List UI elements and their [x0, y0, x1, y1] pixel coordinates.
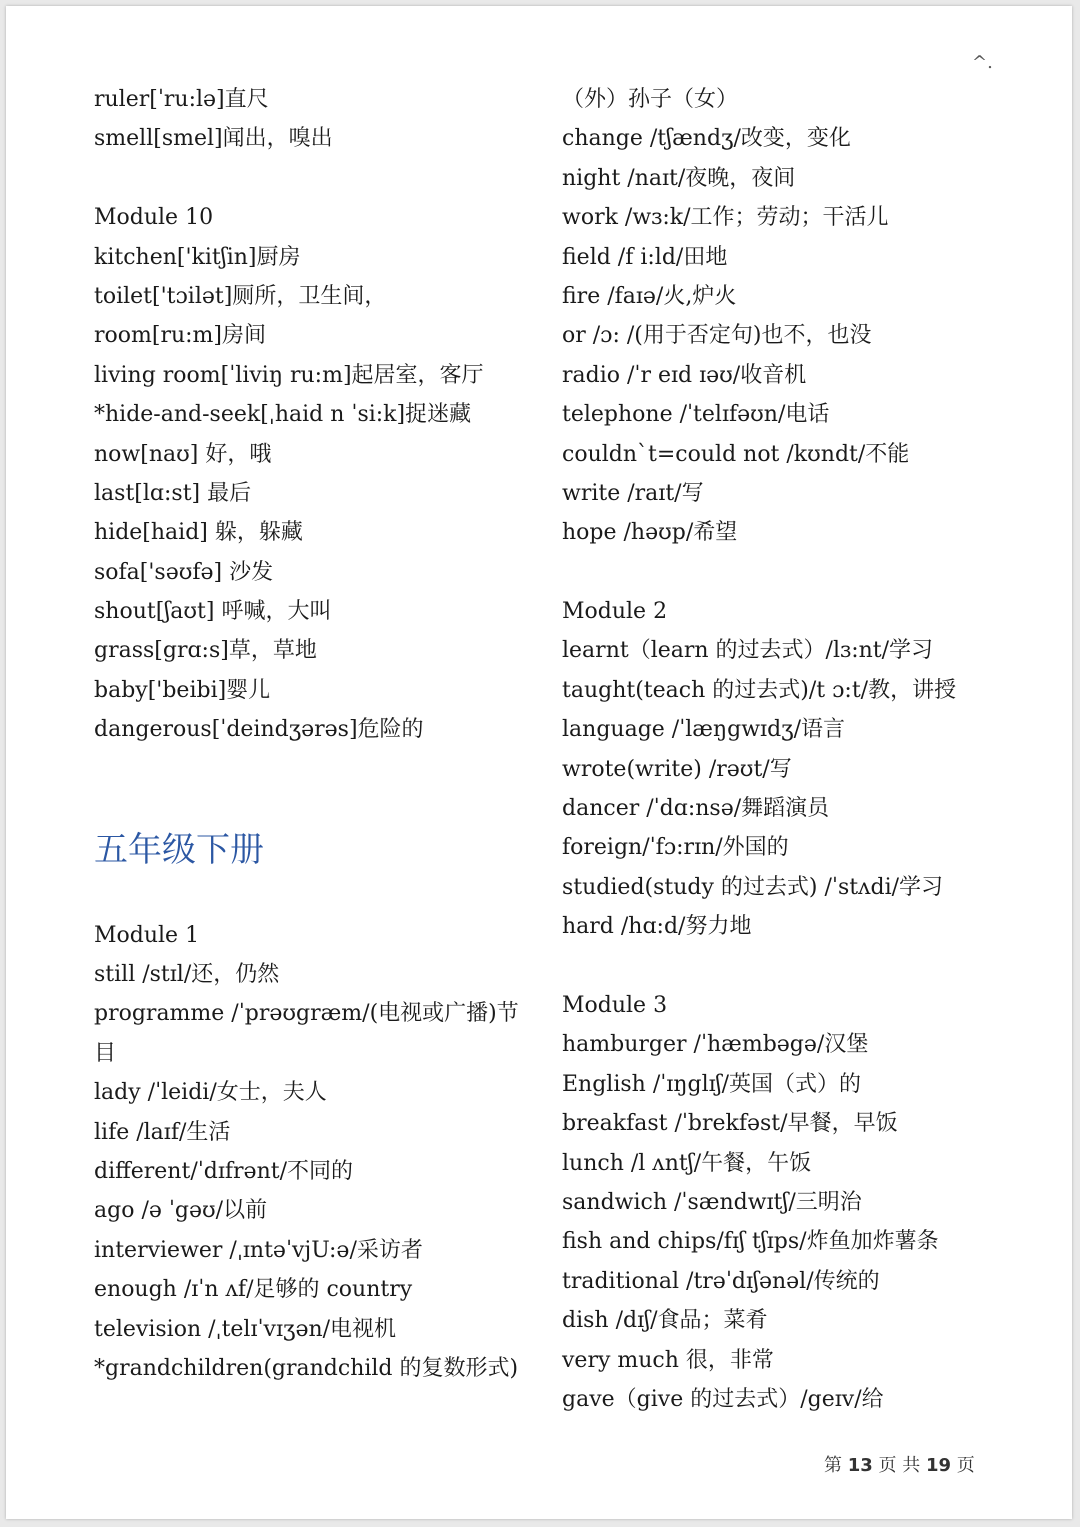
vocab-entry: television /ˌtelɪˈvɪʒən/电视机	[94, 1316, 397, 1342]
vocab-entry: toilet['tɔilət]厕所，卫生间，	[94, 283, 387, 309]
vocab-entry: language /ˈlæŋgwɪdʒ/语言	[562, 717, 845, 743]
module-heading: Module 10	[94, 205, 214, 231]
vocab-entry: taught(teach 的过去式)/t ɔ:t/教，讲授	[562, 677, 957, 703]
vocab-entry: night /naɪt/夜晚，夜间	[562, 165, 796, 191]
vocab-entry: *grandchildren(grandchild 的复数形式)	[94, 1355, 519, 1381]
vocab-entry: living room[ˈliviŋ ru:m]起居室，客厅	[94, 362, 484, 388]
vocab-entry: hide[haid] 躲，躲藏	[94, 520, 303, 546]
left-column	[94, 80, 534, 1388]
vocab-entry: field /f i:ld/田地	[562, 244, 728, 270]
vocab-entry: ruler[ˈru:lə]直尺	[94, 87, 269, 112]
vocab-entry: or /ɔ: /(用于否定句)也不，也没	[562, 323, 872, 349]
vocab-entry: couldn`t=could not /kʊndt/不能	[562, 441, 910, 467]
vocab-entry: dish /dɪʃ/食品；菜肴	[562, 1308, 768, 1334]
vocab-entry: breakfast /ˈbrekfəst/早餐，早饭	[562, 1111, 898, 1137]
module-heading: Module 3	[562, 992, 668, 1018]
vocab-entry: hamburger /ˈhæmbəgə/汉堡	[562, 1032, 869, 1058]
vocab-entry: baby['beibi]婴儿	[94, 677, 271, 703]
page-mid: 页 共	[878, 1455, 921, 1476]
corner-mark: ^.	[972, 52, 993, 73]
vocab-entry: still /stɪl/还，仍然	[94, 962, 280, 988]
blank-line	[562, 553, 1002, 592]
vocab-entry: write /raɪt/写	[562, 480, 704, 506]
vocab-entry: ago /ə ˈgəʊ/以前	[94, 1198, 268, 1224]
module1-word-list	[94, 955, 534, 1388]
vocab-entry: life /laɪf/生活	[94, 1119, 231, 1145]
vocab-entry: very much 很，非常	[562, 1347, 774, 1373]
vocab-entry: hard /hɑ:d/努力地	[562, 914, 752, 940]
right-column	[562, 80, 1002, 1419]
vocab-entry: programme /ˈprəʊgræm/(电视或广播)节目	[94, 1001, 519, 1066]
module-heading: Module 2	[562, 599, 668, 625]
vocab-entry: smell[smel]闻出，嗅出	[94, 126, 333, 152]
page-current: 13	[847, 1455, 873, 1476]
vocab-entry: English /ˈɪŋglɪʃ/英国（式）的	[562, 1071, 862, 1097]
vocab-entry: foreign/ˈfɔ:rɪn/外国的	[562, 835, 789, 861]
vocab-entry: sandwich /ˈsændwɪtʃ/三明治	[562, 1189, 862, 1215]
vocab-entry: dancer /ˈdɑ:nsə/舞蹈演员	[562, 796, 830, 822]
vocab-entry: work /wɜ:k/工作；劳动；干活儿	[562, 205, 889, 231]
module10-word-list	[94, 238, 534, 750]
vocab-entry: gave（give 的过去式）/geɪv/给	[562, 1386, 884, 1412]
vocab-entry: fish and chips/fɪʃ tʃɪps/炸鱼加炸薯条	[562, 1229, 939, 1255]
vocab-entry: now[naʊ] 好，哦	[94, 441, 272, 467]
section-title: 五年级下册	[94, 829, 264, 870]
document-page	[6, 6, 1072, 1519]
vocab-entry: wrote(write) /rəʊt/写	[562, 756, 792, 782]
page-suffix: 页	[956, 1455, 975, 1476]
right-top-list	[562, 80, 1002, 553]
vocab-entry: sofa['səʊfə] 沙发	[94, 559, 274, 585]
module-heading: Module 1	[94, 922, 200, 948]
vocab-entry: lady /ˈleidi/女士，夫人	[94, 1080, 327, 1106]
module2-word-list	[562, 631, 1002, 946]
blank-line	[562, 947, 1002, 986]
page-footer	[824, 1451, 975, 1477]
vocab-entry: *hide-and-seek[ˌhaid n ˈsi:k]捉迷藏	[94, 402, 472, 428]
vocab-entry: radio /ˈr eɪd ɪəʊ/收音机	[562, 362, 807, 388]
vocab-entry: enough /ɪˈn ʌf/足够的 country	[94, 1277, 413, 1303]
vocab-entry: fire /faɪə/火,炉火	[562, 283, 737, 309]
module3-word-list	[562, 1025, 1002, 1419]
vocab-entry: hope /həʊp/希望	[562, 520, 738, 546]
vocab-entry: grass[grɑ:s]草，草地	[94, 638, 317, 664]
vocab-entry: kitchen['kitʃin]厨房	[94, 244, 301, 270]
vocab-entry: different/ˈdɪfrənt/不同的	[94, 1159, 353, 1185]
vocab-entry: interviewer /ˌɪntəˈvjU:ə/采访者	[94, 1237, 423, 1263]
vocab-entry: room[ru:m]房间	[94, 323, 266, 349]
vocab-entry: studied(study 的过去式) /ˈstʌdi/学习	[562, 874, 944, 900]
vocab-entry: learnt（learn 的过去式）/lɜ:nt/学习	[562, 638, 934, 664]
left-top-list	[94, 80, 534, 159]
page-prefix: 第	[824, 1455, 842, 1476]
blank-line	[94, 159, 534, 198]
vocab-entry: （外）孙子（女）	[562, 87, 739, 112]
vocab-entry: last[lɑ:st] 最后	[94, 480, 252, 506]
vocab-entry: lunch /l ʌntʃ/午餐，午饭	[562, 1150, 812, 1176]
vocab-entry: shout[ʃaʊt] 呼喊，大叫	[94, 599, 332, 625]
vocab-entry: change /tʃændʒ/改变，变化	[562, 126, 851, 152]
page-total: 19	[926, 1455, 952, 1476]
vocab-entry: dangerous[ˈdeindʒərəs]危险的	[94, 717, 424, 743]
vocab-entry: telephone /ˈtelɪfəʊn/电话	[562, 402, 830, 428]
vocab-entry: traditional /trəˈdɪʃənəl/传统的	[562, 1268, 880, 1294]
